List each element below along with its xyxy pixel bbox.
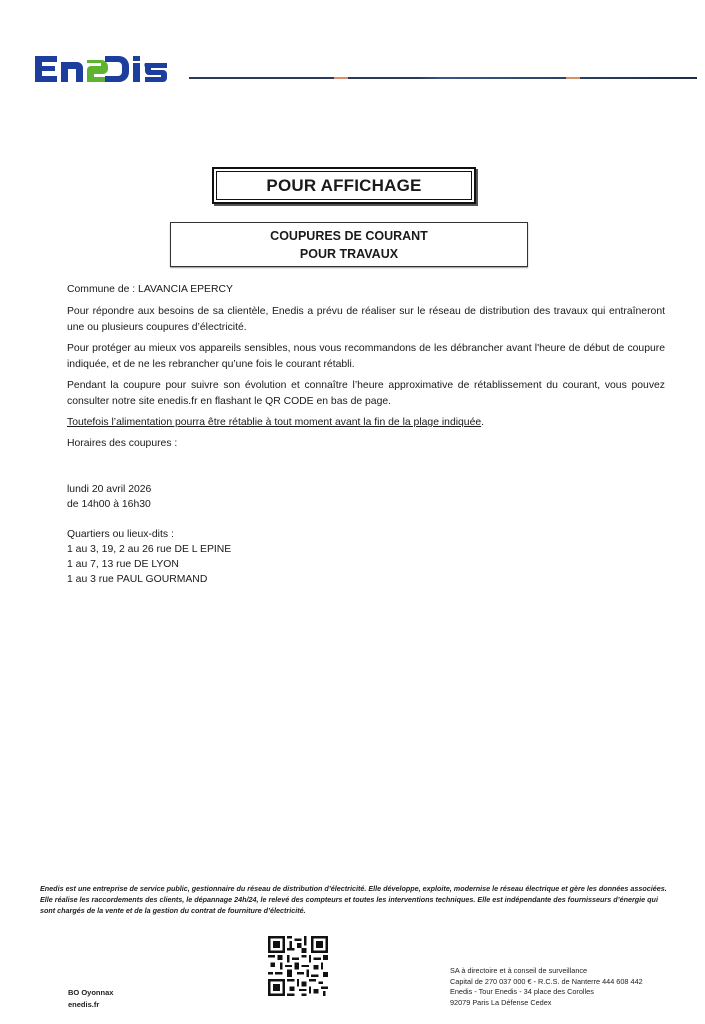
paragraph-advice: Pour protéger au mieux vos appareils sensibles, nous vous recommandons de les débrancher avant l'heure de début de coupure indiquée, et de ne les rebrancher qu’une fois le courant rétabli. <box>67 343 665 370</box>
warning-text <box>67 415 665 431</box>
location-item: 1 au 3 rue PAUL GOURMAND <box>67 574 208 585</box>
company-address: Enedis - Tour Enedis - 34 place des Corolles <box>450 987 594 997</box>
footer-legal-text: Enedis est une entreprise de service public, gestionnaire du réseau de distribution d’électricité. Elle développe, exploite, modernise le réseau électrique et gère les données associées. Elle réalise les raccordements des clients, le dépannage 24h/24, le relevé des compteurs et toutes les interventions techniques. Elle est indépendante des fournisseurs d’énergie qui sont chargés de la vente et de la gestion du contrat de fourniture d’électricité. <box>40 884 667 915</box>
enedis-logo <box>33 50 185 84</box>
divider-accent <box>334 77 348 79</box>
notice-title: POUR AFFICHAGE <box>266 175 422 195</box>
location-item: 1 au 7, 13 rue DE LYON <box>67 559 179 570</box>
company-city: 92079 Paris La Défense Cedex <box>450 997 552 1007</box>
office-name: BO Oyonnax <box>68 988 114 997</box>
qr-code-icon[interactable] <box>268 936 328 996</box>
location-item: 1 au 3, 19, 2 au 26 rue DE L EPINE <box>67 544 232 555</box>
warning-end: . <box>481 417 485 428</box>
outage-time: de 14h00 à 16h30 <box>67 499 151 510</box>
footer-company-info <box>450 966 643 1008</box>
locations-label: Quartiers ou lieux-dits : <box>67 529 174 540</box>
paragraph-tracking: Pendant la coupure pour suivre son évolution et connaître l’heure approximative de rétablissement du courant, vous pouvez consulter notre site enedis.fr en flashant le QR CODE en bas de page. <box>67 380 665 407</box>
footer-office <box>68 987 113 1011</box>
enedis-logo-icon <box>33 50 185 84</box>
notice-subtitle-box <box>170 222 528 267</box>
company-type: SA à directoire et à conseil de surveillance <box>450 966 588 975</box>
company-capital: Capital de 270 037 000 € - R.C.S. de Nanterre 444 608 442 <box>450 976 643 986</box>
notice-title-box <box>212 167 476 204</box>
commune-label: Commune de : LAVANCIA EPERCY <box>67 284 233 295</box>
outage-date: lundi 20 avril 2026 <box>67 484 152 495</box>
schedule-label: Horaires des coupures : <box>67 438 178 449</box>
notice-subtitle-line2: POUR TRAVAUX <box>299 247 399 261</box>
divider-accent <box>566 77 580 79</box>
outage-schedule <box>67 482 231 587</box>
website-link[interactable]: enedis.fr <box>68 1000 100 1009</box>
warning-underlined: Toutefois l’alimentation pourra être rétablie à tout moment avant la fin de la plage indiquée <box>67 417 482 428</box>
notice-subtitle-line1: COUPURES DE COURANT <box>270 229 428 243</box>
paragraph-intro: Pour répondre aux besoins de sa clientèle, Enedis a prévu de réaliser sur le réseau de distribution des travaux qui entraîneront une ou plusieurs coupures d’électricité. <box>67 306 665 333</box>
header-divider <box>189 77 697 79</box>
